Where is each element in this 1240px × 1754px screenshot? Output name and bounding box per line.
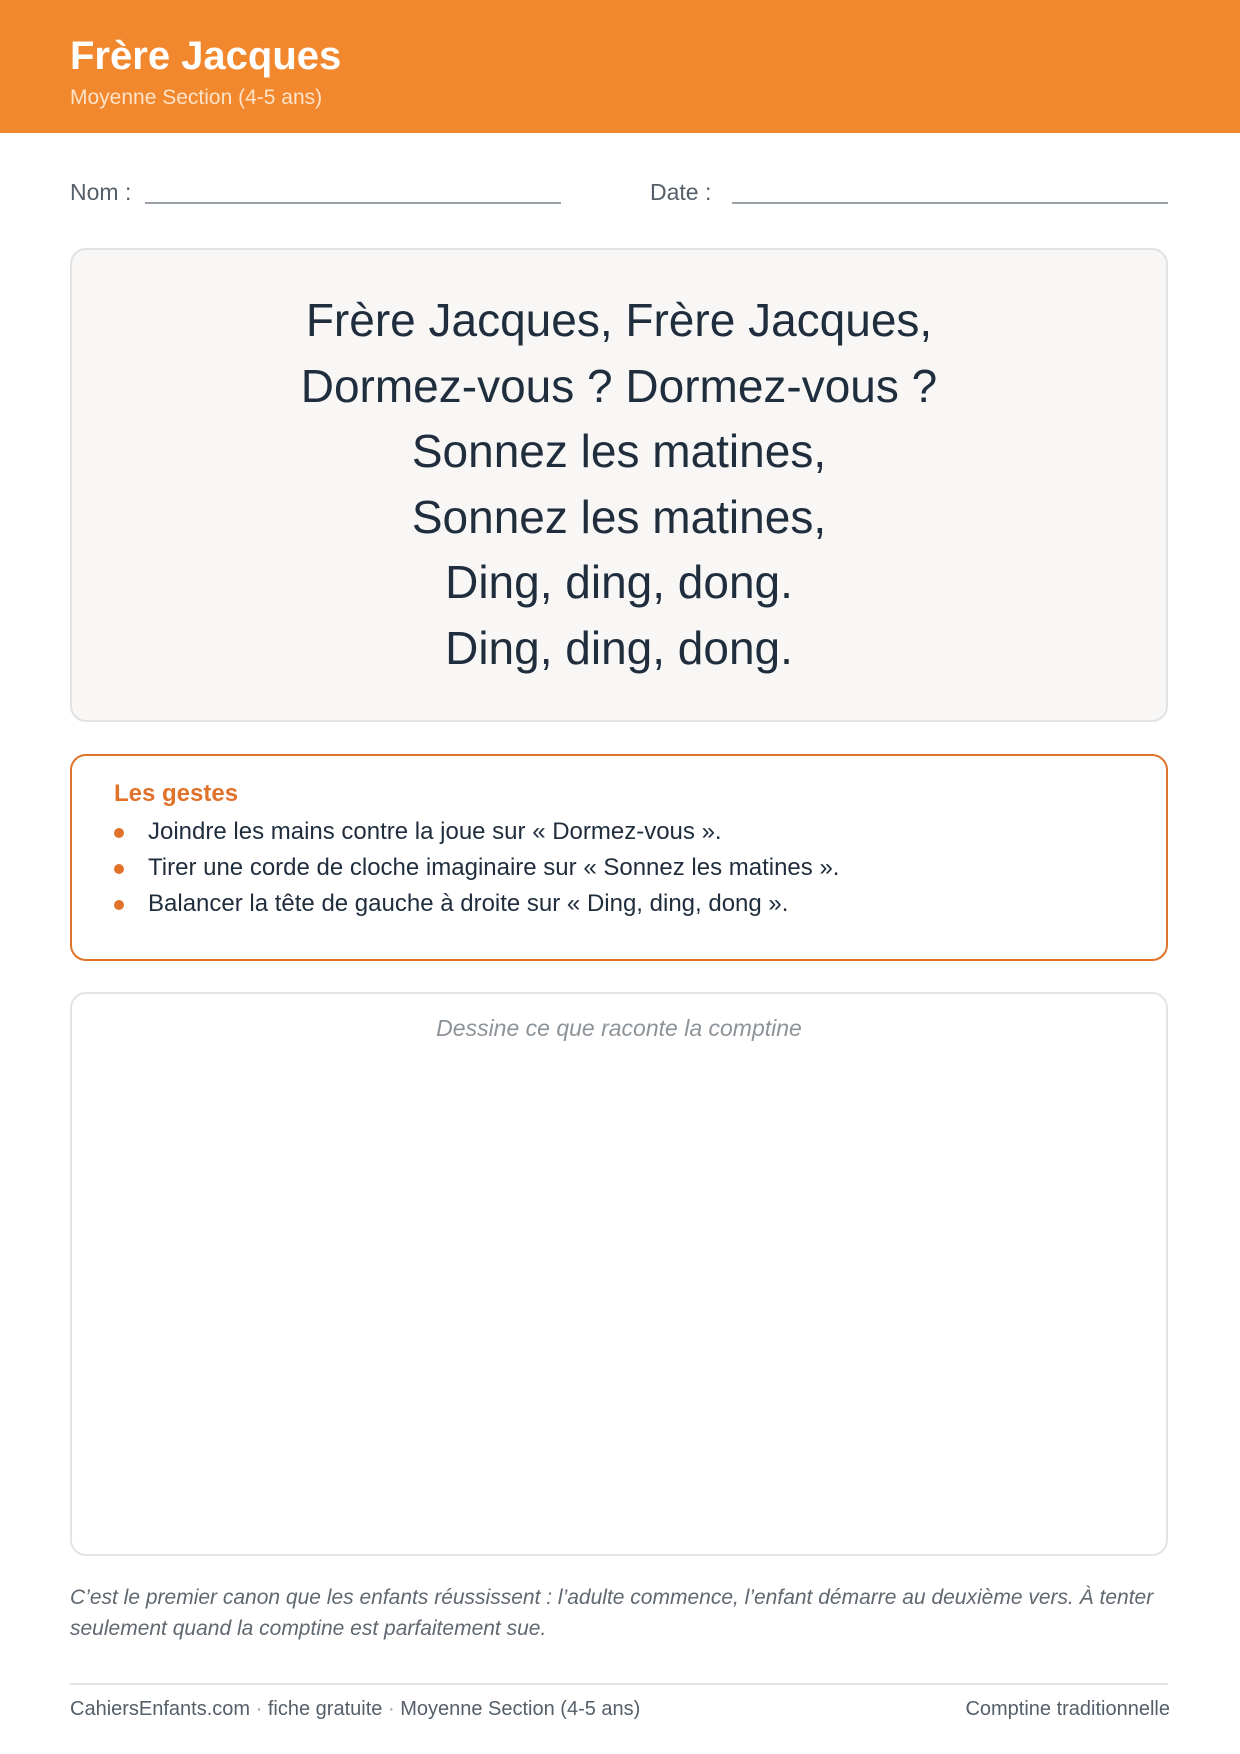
footer-right: Comptine traditionnelle xyxy=(965,1698,1170,1720)
footer-separator: · xyxy=(387,1698,395,1720)
footer-divider xyxy=(70,1683,1168,1685)
footer-level: Moyenne Section (4-5 ans) xyxy=(400,1698,641,1720)
date-field[interactable] xyxy=(732,202,1168,204)
drawing-prompt: Dessine ce que raconte la comptine xyxy=(436,1015,802,1041)
footer-separator: · xyxy=(255,1698,263,1720)
teacher-note: C’est le premier canon que les enfants réussissent : l’adulte commence, l’enfant démarre au deuxième vers. À tenter seulement quand la comptine est parfaitement sue. xyxy=(70,1586,1154,1640)
drawing-area[interactable] xyxy=(70,992,1168,1556)
poem-line: Sonnez les matines, xyxy=(411,490,827,543)
gestes-list xyxy=(114,814,839,922)
bullet-icon xyxy=(114,900,124,910)
gestes-item-text: Balancer la tête de gauche à droite sur « Ding, ding, dong ». xyxy=(148,890,789,917)
name-field[interactable] xyxy=(145,202,561,204)
gestes-title: Les gestes xyxy=(114,780,239,807)
poem-line: Dormez-vous ? Dormez-vous ? xyxy=(300,359,938,412)
list-item xyxy=(114,886,839,922)
page-subtitle: Moyenne Section (4-5 ans) xyxy=(70,86,323,109)
poem-line: Frère Jacques, Frère Jacques, xyxy=(305,294,933,346)
list-item xyxy=(114,850,839,886)
footer-site: CahiersEnfants.com xyxy=(70,1698,251,1720)
page-title: Frère Jacques xyxy=(70,34,342,78)
bullet-icon xyxy=(114,828,124,838)
header-banner xyxy=(0,0,1240,133)
poem-line: Sonnez les matines, xyxy=(411,425,827,477)
gestes-item-text: Joindre les mains contre la joue sur « Dormez-vous ». xyxy=(148,818,722,845)
bullet-icon xyxy=(114,864,124,874)
footer-label: fiche gratuite xyxy=(267,1698,383,1720)
gestes-item-text: Tirer une corde de cloche imaginaire sur « Sonnez les matines ». xyxy=(148,854,840,881)
poem-line: Ding, ding, dong. xyxy=(445,556,793,608)
gestes-box xyxy=(70,754,1168,961)
poem-lines xyxy=(72,288,1166,681)
footer-left xyxy=(70,1697,640,1721)
poem-box xyxy=(70,248,1168,722)
date-label: Date : xyxy=(650,179,712,205)
name-label: Nom : xyxy=(70,179,132,205)
list-item xyxy=(114,814,839,850)
poem-line: Ding, ding, dong. xyxy=(445,621,793,674)
